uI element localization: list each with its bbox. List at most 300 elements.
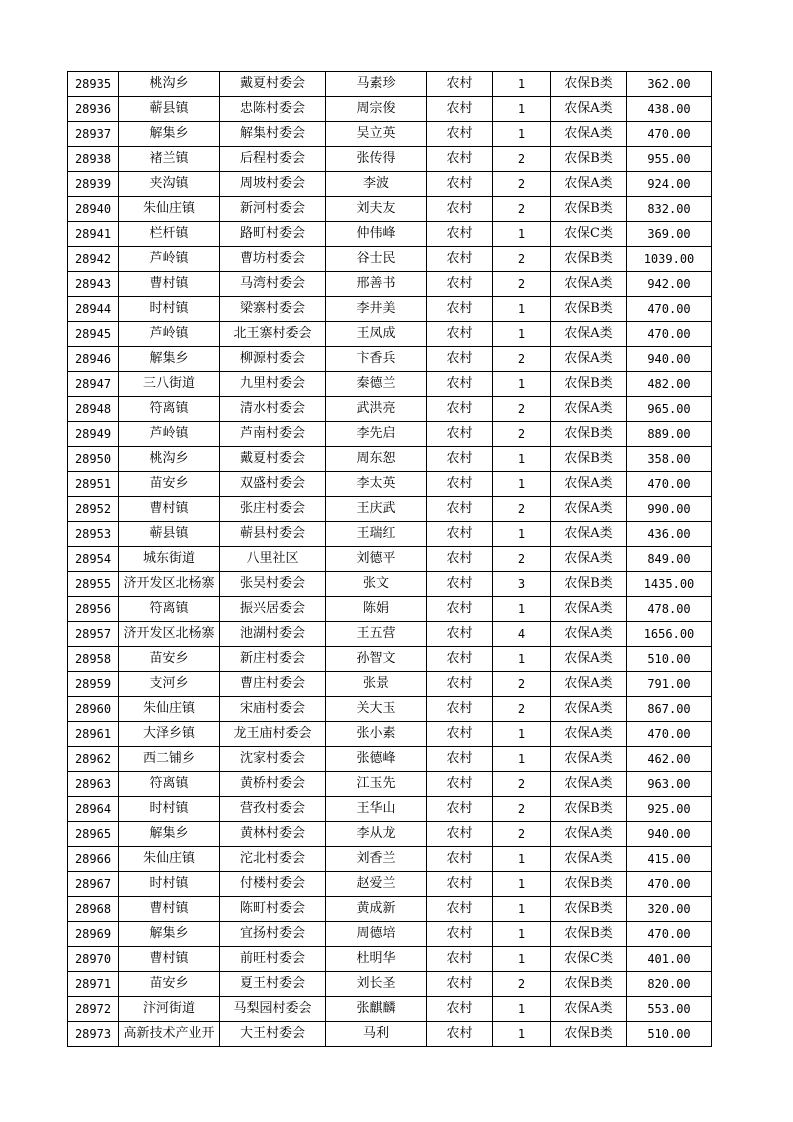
name-cell: 刘长圣 bbox=[326, 972, 427, 997]
count-cell: 1 bbox=[493, 447, 551, 472]
category-cell: 农保A类 bbox=[551, 772, 627, 797]
village-cell: 芦南村委会 bbox=[220, 422, 326, 447]
count-cell: 1 bbox=[493, 997, 551, 1022]
category-cell: 农保B类 bbox=[551, 72, 627, 97]
type-cell: 农村 bbox=[427, 222, 493, 247]
township-cell: 解集乡 bbox=[119, 822, 220, 847]
count-cell: 2 bbox=[493, 147, 551, 172]
amount-cell: 990.00 bbox=[627, 497, 712, 522]
amount-cell: 924.00 bbox=[627, 172, 712, 197]
id-cell: 28955 bbox=[68, 572, 119, 597]
amount-cell: 965.00 bbox=[627, 397, 712, 422]
name-cell: 吴立英 bbox=[326, 122, 427, 147]
table-row bbox=[68, 322, 712, 347]
category-cell: 农保B类 bbox=[551, 247, 627, 272]
amount-cell: 401.00 bbox=[627, 947, 712, 972]
category-cell: 农保A类 bbox=[551, 722, 627, 747]
township-cell: 夹沟镇 bbox=[119, 172, 220, 197]
table-row bbox=[68, 647, 712, 672]
village-cell: 张庄村委会 bbox=[220, 497, 326, 522]
type-cell: 农村 bbox=[427, 722, 493, 747]
township-cell: 曹村镇 bbox=[119, 272, 220, 297]
amount-cell: 470.00 bbox=[627, 872, 712, 897]
count-cell: 1 bbox=[493, 222, 551, 247]
table-row bbox=[68, 922, 712, 947]
name-cell: 刘夫友 bbox=[326, 197, 427, 222]
id-cell: 28962 bbox=[68, 747, 119, 772]
table-row bbox=[68, 947, 712, 972]
village-cell: 龙王庙村委会 bbox=[220, 722, 326, 747]
name-cell: 江玉先 bbox=[326, 772, 427, 797]
count-cell: 2 bbox=[493, 247, 551, 272]
id-cell: 28949 bbox=[68, 422, 119, 447]
amount-cell: 942.00 bbox=[627, 272, 712, 297]
count-cell: 1 bbox=[493, 647, 551, 672]
township-cell: 苗安乡 bbox=[119, 647, 220, 672]
name-cell: 杜明华 bbox=[326, 947, 427, 972]
amount-cell: 320.00 bbox=[627, 897, 712, 922]
amount-cell: 436.00 bbox=[627, 522, 712, 547]
table-row bbox=[68, 522, 712, 547]
id-cell: 28944 bbox=[68, 297, 119, 322]
category-cell: 农保A类 bbox=[551, 497, 627, 522]
type-cell: 农村 bbox=[427, 672, 493, 697]
table-row bbox=[68, 797, 712, 822]
id-cell: 28937 bbox=[68, 122, 119, 147]
id-cell: 28957 bbox=[68, 622, 119, 647]
township-cell: 时村镇 bbox=[119, 797, 220, 822]
category-cell: 农保A类 bbox=[551, 747, 627, 772]
township-cell: 大泽乡镇 bbox=[119, 722, 220, 747]
table-row bbox=[68, 672, 712, 697]
village-cell: 曹庄村委会 bbox=[220, 672, 326, 697]
id-cell: 28943 bbox=[68, 272, 119, 297]
count-cell: 2 bbox=[493, 422, 551, 447]
table-row bbox=[68, 72, 712, 97]
amount-cell: 415.00 bbox=[627, 847, 712, 872]
type-cell: 农村 bbox=[427, 497, 493, 522]
township-cell: 解集乡 bbox=[119, 122, 220, 147]
count-cell: 1 bbox=[493, 297, 551, 322]
id-cell: 28966 bbox=[68, 847, 119, 872]
id-cell: 28971 bbox=[68, 972, 119, 997]
category-cell: 农保A类 bbox=[551, 647, 627, 672]
category-cell: 农保A类 bbox=[551, 847, 627, 872]
amount-cell: 362.00 bbox=[627, 72, 712, 97]
category-cell: 农保B类 bbox=[551, 197, 627, 222]
amount-cell: 1656.00 bbox=[627, 622, 712, 647]
township-cell: 三八街道 bbox=[119, 372, 220, 397]
count-cell: 2 bbox=[493, 772, 551, 797]
table-row bbox=[68, 97, 712, 122]
name-cell: 王瑞红 bbox=[326, 522, 427, 547]
type-cell: 农村 bbox=[427, 597, 493, 622]
name-cell: 李井美 bbox=[326, 297, 427, 322]
type-cell: 农村 bbox=[427, 322, 493, 347]
amount-cell: 462.00 bbox=[627, 747, 712, 772]
id-cell: 28965 bbox=[68, 822, 119, 847]
count-cell: 1 bbox=[493, 872, 551, 897]
type-cell: 农村 bbox=[427, 922, 493, 947]
count-cell: 4 bbox=[493, 622, 551, 647]
village-cell: 大王村委会 bbox=[220, 1022, 326, 1047]
data-table bbox=[67, 71, 712, 1047]
table-row bbox=[68, 422, 712, 447]
township-cell: 曹村镇 bbox=[119, 497, 220, 522]
township-cell: 朱仙庄镇 bbox=[119, 697, 220, 722]
category-cell: 农保A类 bbox=[551, 397, 627, 422]
table-row bbox=[68, 822, 712, 847]
amount-cell: 820.00 bbox=[627, 972, 712, 997]
category-cell: 农保A类 bbox=[551, 347, 627, 372]
amount-cell: 553.00 bbox=[627, 997, 712, 1022]
count-cell: 1 bbox=[493, 122, 551, 147]
category-cell: 农保A类 bbox=[551, 697, 627, 722]
name-cell: 张小素 bbox=[326, 722, 427, 747]
village-cell: 解集村委会 bbox=[220, 122, 326, 147]
id-cell: 28947 bbox=[68, 372, 119, 397]
id-cell: 28972 bbox=[68, 997, 119, 1022]
count-cell: 3 bbox=[493, 572, 551, 597]
count-cell: 2 bbox=[493, 672, 551, 697]
table-row bbox=[68, 547, 712, 572]
name-cell: 马素珍 bbox=[326, 72, 427, 97]
amount-cell: 889.00 bbox=[627, 422, 712, 447]
village-cell: 九里村委会 bbox=[220, 372, 326, 397]
count-cell: 1 bbox=[493, 97, 551, 122]
type-cell: 农村 bbox=[427, 522, 493, 547]
village-cell: 马梨园村委会 bbox=[220, 997, 326, 1022]
category-cell: 农保A类 bbox=[551, 522, 627, 547]
id-cell: 28950 bbox=[68, 447, 119, 472]
name-cell: 李从龙 bbox=[326, 822, 427, 847]
village-cell: 宋庙村委会 bbox=[220, 697, 326, 722]
category-cell: 农保B类 bbox=[551, 797, 627, 822]
category-cell: 农保A类 bbox=[551, 272, 627, 297]
type-cell: 农村 bbox=[427, 997, 493, 1022]
village-cell: 忠陈村委会 bbox=[220, 97, 326, 122]
table-row bbox=[68, 622, 712, 647]
id-cell: 28956 bbox=[68, 597, 119, 622]
amount-cell: 358.00 bbox=[627, 447, 712, 472]
table-row bbox=[68, 697, 712, 722]
name-cell: 马利 bbox=[326, 1022, 427, 1047]
category-cell: 农保A类 bbox=[551, 122, 627, 147]
id-cell: 28941 bbox=[68, 222, 119, 247]
type-cell: 农村 bbox=[427, 822, 493, 847]
count-cell: 2 bbox=[493, 272, 551, 297]
category-cell: 农保A类 bbox=[551, 322, 627, 347]
table-row bbox=[68, 397, 712, 422]
township-cell: 桃沟乡 bbox=[119, 72, 220, 97]
table-row bbox=[68, 597, 712, 622]
village-cell: 前旺村委会 bbox=[220, 947, 326, 972]
count-cell: 1 bbox=[493, 1022, 551, 1047]
id-cell: 28939 bbox=[68, 172, 119, 197]
village-cell: 黄桥村委会 bbox=[220, 772, 326, 797]
type-cell: 农村 bbox=[427, 122, 493, 147]
village-cell: 振兴居委会 bbox=[220, 597, 326, 622]
township-cell: 汴河街道 bbox=[119, 997, 220, 1022]
id-cell: 28938 bbox=[68, 147, 119, 172]
count-cell: 1 bbox=[493, 947, 551, 972]
count-cell: 2 bbox=[493, 497, 551, 522]
table-row bbox=[68, 897, 712, 922]
category-cell: 农保B类 bbox=[551, 1022, 627, 1047]
township-cell: 符离镇 bbox=[119, 772, 220, 797]
type-cell: 农村 bbox=[427, 972, 493, 997]
type-cell: 农村 bbox=[427, 97, 493, 122]
township-cell: 苗安乡 bbox=[119, 972, 220, 997]
township-cell: 符离镇 bbox=[119, 397, 220, 422]
village-cell: 梁寨村委会 bbox=[220, 297, 326, 322]
count-cell: 2 bbox=[493, 397, 551, 422]
category-cell: 农保C类 bbox=[551, 222, 627, 247]
id-cell: 28940 bbox=[68, 197, 119, 222]
table-row bbox=[68, 347, 712, 372]
count-cell: 2 bbox=[493, 797, 551, 822]
amount-cell: 470.00 bbox=[627, 297, 712, 322]
township-cell: 支河乡 bbox=[119, 672, 220, 697]
name-cell: 武洪亮 bbox=[326, 397, 427, 422]
id-cell: 28953 bbox=[68, 522, 119, 547]
table-row bbox=[68, 372, 712, 397]
township-cell: 城东街道 bbox=[119, 547, 220, 572]
count-cell: 1 bbox=[493, 372, 551, 397]
village-cell: 沱北村委会 bbox=[220, 847, 326, 872]
id-cell: 28935 bbox=[68, 72, 119, 97]
table-row bbox=[68, 997, 712, 1022]
table-row bbox=[68, 297, 712, 322]
count-cell: 1 bbox=[493, 722, 551, 747]
amount-cell: 438.00 bbox=[627, 97, 712, 122]
name-cell: 王五营 bbox=[326, 622, 427, 647]
table-row bbox=[68, 222, 712, 247]
amount-cell: 867.00 bbox=[627, 697, 712, 722]
amount-cell: 470.00 bbox=[627, 122, 712, 147]
table-row bbox=[68, 472, 712, 497]
type-cell: 农村 bbox=[427, 897, 493, 922]
name-cell: 卞香兵 bbox=[326, 347, 427, 372]
amount-cell: 791.00 bbox=[627, 672, 712, 697]
category-cell: 农保A类 bbox=[551, 997, 627, 1022]
id-cell: 28936 bbox=[68, 97, 119, 122]
name-cell: 李太英 bbox=[326, 472, 427, 497]
table-row bbox=[68, 572, 712, 597]
id-cell: 28967 bbox=[68, 872, 119, 897]
id-cell: 28952 bbox=[68, 497, 119, 522]
name-cell: 李波 bbox=[326, 172, 427, 197]
amount-cell: 478.00 bbox=[627, 597, 712, 622]
id-cell: 28948 bbox=[68, 397, 119, 422]
township-cell: 栏杆镇 bbox=[119, 222, 220, 247]
table-row bbox=[68, 722, 712, 747]
amount-cell: 963.00 bbox=[627, 772, 712, 797]
count-cell: 2 bbox=[493, 697, 551, 722]
category-cell: 农保A类 bbox=[551, 547, 627, 572]
township-cell: 西二铺乡 bbox=[119, 747, 220, 772]
table-row bbox=[68, 747, 712, 772]
village-cell: 张吴村委会 bbox=[220, 572, 326, 597]
type-cell: 农村 bbox=[427, 297, 493, 322]
name-cell: 张传得 bbox=[326, 147, 427, 172]
amount-cell: 1039.00 bbox=[627, 247, 712, 272]
amount-cell: 510.00 bbox=[627, 647, 712, 672]
id-cell: 28945 bbox=[68, 322, 119, 347]
category-cell: 农保B类 bbox=[551, 447, 627, 472]
count-cell: 1 bbox=[493, 472, 551, 497]
type-cell: 农村 bbox=[427, 172, 493, 197]
village-cell: 黄林村委会 bbox=[220, 822, 326, 847]
village-cell: 北王寨村委会 bbox=[220, 322, 326, 347]
village-cell: 戴夏村委会 bbox=[220, 72, 326, 97]
name-cell: 周宗俊 bbox=[326, 97, 427, 122]
category-cell: 农保A类 bbox=[551, 97, 627, 122]
category-cell: 农保A类 bbox=[551, 597, 627, 622]
id-cell: 28973 bbox=[68, 1022, 119, 1047]
village-cell: 付楼村委会 bbox=[220, 872, 326, 897]
id-cell: 28961 bbox=[68, 722, 119, 747]
township-cell: 朱仙庄镇 bbox=[119, 197, 220, 222]
table-row bbox=[68, 247, 712, 272]
type-cell: 农村 bbox=[427, 472, 493, 497]
type-cell: 农村 bbox=[427, 872, 493, 897]
township-cell: 朱仙庄镇 bbox=[119, 847, 220, 872]
type-cell: 农村 bbox=[427, 422, 493, 447]
id-cell: 28946 bbox=[68, 347, 119, 372]
count-cell: 1 bbox=[493, 922, 551, 947]
township-cell: 曹村镇 bbox=[119, 947, 220, 972]
id-cell: 28969 bbox=[68, 922, 119, 947]
id-cell: 28959 bbox=[68, 672, 119, 697]
type-cell: 农村 bbox=[427, 847, 493, 872]
township-cell: 蕲县镇 bbox=[119, 522, 220, 547]
category-cell: 农保A类 bbox=[551, 622, 627, 647]
township-cell: 桃沟乡 bbox=[119, 447, 220, 472]
township-cell: 蕲县镇 bbox=[119, 97, 220, 122]
amount-cell: 470.00 bbox=[627, 322, 712, 347]
village-cell: 宜扬村委会 bbox=[220, 922, 326, 947]
name-cell: 关大玉 bbox=[326, 697, 427, 722]
type-cell: 农村 bbox=[427, 347, 493, 372]
category-cell: 农保B类 bbox=[551, 372, 627, 397]
type-cell: 农村 bbox=[427, 197, 493, 222]
name-cell: 刘香兰 bbox=[326, 847, 427, 872]
id-cell: 28958 bbox=[68, 647, 119, 672]
amount-cell: 940.00 bbox=[627, 347, 712, 372]
amount-cell: 510.00 bbox=[627, 1022, 712, 1047]
township-cell: 符离镇 bbox=[119, 597, 220, 622]
id-cell: 28951 bbox=[68, 472, 119, 497]
amount-cell: 470.00 bbox=[627, 472, 712, 497]
category-cell: 农保B类 bbox=[551, 297, 627, 322]
category-cell: 农保A类 bbox=[551, 822, 627, 847]
township-cell: 时村镇 bbox=[119, 297, 220, 322]
name-cell: 王华山 bbox=[326, 797, 427, 822]
category-cell: 农保A类 bbox=[551, 172, 627, 197]
table-row bbox=[68, 147, 712, 172]
count-cell: 1 bbox=[493, 522, 551, 547]
count-cell: 2 bbox=[493, 197, 551, 222]
count-cell: 2 bbox=[493, 972, 551, 997]
type-cell: 农村 bbox=[427, 272, 493, 297]
village-cell: 戴夏村委会 bbox=[220, 447, 326, 472]
type-cell: 农村 bbox=[427, 1022, 493, 1047]
amount-cell: 470.00 bbox=[627, 922, 712, 947]
count-cell: 1 bbox=[493, 597, 551, 622]
amount-cell: 925.00 bbox=[627, 797, 712, 822]
category-cell: 农保A类 bbox=[551, 672, 627, 697]
name-cell: 张麒麟 bbox=[326, 997, 427, 1022]
village-cell: 营孜村委会 bbox=[220, 797, 326, 822]
name-cell: 邢善书 bbox=[326, 272, 427, 297]
amount-cell: 369.00 bbox=[627, 222, 712, 247]
township-cell: 曹村镇 bbox=[119, 897, 220, 922]
name-cell: 秦德兰 bbox=[326, 372, 427, 397]
village-cell: 后程村委会 bbox=[220, 147, 326, 172]
name-cell: 李先启 bbox=[326, 422, 427, 447]
name-cell: 王凤成 bbox=[326, 322, 427, 347]
township-cell: 芦岭镇 bbox=[119, 422, 220, 447]
name-cell: 周东恕 bbox=[326, 447, 427, 472]
name-cell: 刘德平 bbox=[326, 547, 427, 572]
type-cell: 农村 bbox=[427, 797, 493, 822]
category-cell: 农保C类 bbox=[551, 947, 627, 972]
name-cell: 张景 bbox=[326, 672, 427, 697]
type-cell: 农村 bbox=[427, 447, 493, 472]
table-row bbox=[68, 872, 712, 897]
table-row bbox=[68, 122, 712, 147]
township-cell: 济开发区北杨寨 bbox=[119, 572, 220, 597]
table-row bbox=[68, 447, 712, 472]
village-cell: 沈家村委会 bbox=[220, 747, 326, 772]
id-cell: 28960 bbox=[68, 697, 119, 722]
count-cell: 1 bbox=[493, 847, 551, 872]
type-cell: 农村 bbox=[427, 647, 493, 672]
count-cell: 2 bbox=[493, 347, 551, 372]
village-cell: 曹坊村委会 bbox=[220, 247, 326, 272]
type-cell: 农村 bbox=[427, 572, 493, 597]
table-row bbox=[68, 172, 712, 197]
id-cell: 28942 bbox=[68, 247, 119, 272]
name-cell: 孙智文 bbox=[326, 647, 427, 672]
id-cell: 28954 bbox=[68, 547, 119, 572]
id-cell: 28968 bbox=[68, 897, 119, 922]
township-cell: 芦岭镇 bbox=[119, 322, 220, 347]
village-cell: 池湖村委会 bbox=[220, 622, 326, 647]
category-cell: 农保A类 bbox=[551, 472, 627, 497]
category-cell: 农保B类 bbox=[551, 922, 627, 947]
table-row bbox=[68, 197, 712, 222]
amount-cell: 832.00 bbox=[627, 197, 712, 222]
village-cell: 马湾村委会 bbox=[220, 272, 326, 297]
type-cell: 农村 bbox=[427, 397, 493, 422]
township-cell: 高新技术产业开 bbox=[119, 1022, 220, 1047]
township-cell: 褚兰镇 bbox=[119, 147, 220, 172]
table-row bbox=[68, 497, 712, 522]
name-cell: 周德培 bbox=[326, 922, 427, 947]
township-cell: 时村镇 bbox=[119, 872, 220, 897]
id-cell: 28970 bbox=[68, 947, 119, 972]
name-cell: 谷士民 bbox=[326, 247, 427, 272]
count-cell: 1 bbox=[493, 747, 551, 772]
name-cell: 黄成新 bbox=[326, 897, 427, 922]
village-cell: 夏王村委会 bbox=[220, 972, 326, 997]
village-cell: 周坡村委会 bbox=[220, 172, 326, 197]
type-cell: 农村 bbox=[427, 747, 493, 772]
village-cell: 清水村委会 bbox=[220, 397, 326, 422]
village-cell: 八里社区 bbox=[220, 547, 326, 572]
